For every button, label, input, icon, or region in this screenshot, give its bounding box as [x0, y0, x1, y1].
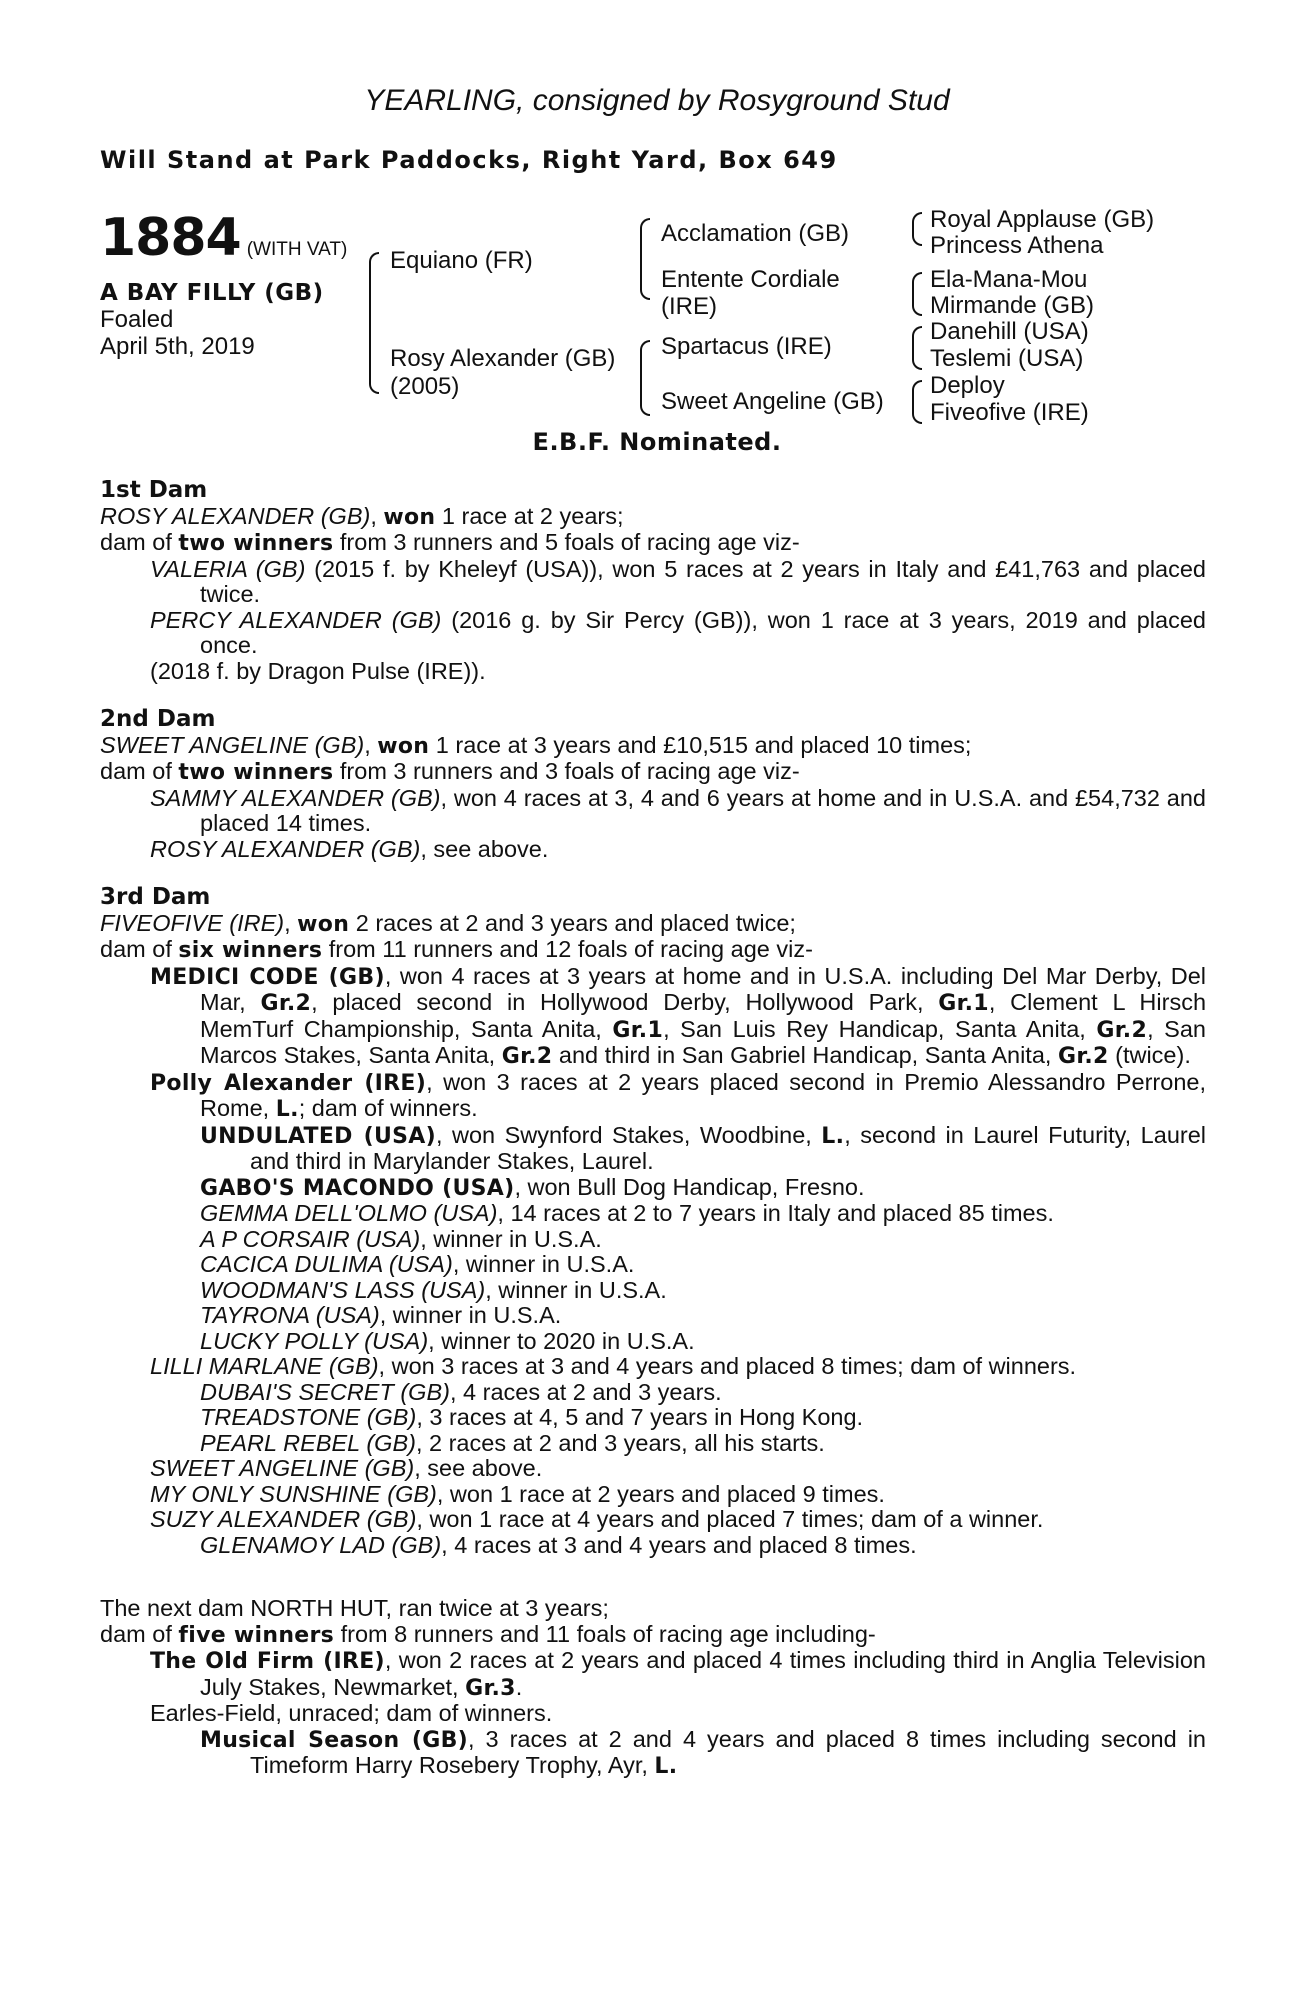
ebf-nomination: E.B.F. Nominated. [532, 428, 782, 456]
produce-entry: TAYRONA (USA), winner in U.S.A. [200, 1302, 562, 1328]
pedigree-brace [912, 272, 922, 316]
pedigree-brace [640, 340, 650, 416]
lot-number: 1884 [100, 208, 241, 268]
pedigree-brace [912, 212, 922, 246]
page-title: YEARLING, consigned by Rosyground Stud [364, 84, 950, 117]
produce-entry: PERCY ALEXANDER (GB) (2016 g. by Sir Percy (GB)), won 1 race at 3 years, 2019 and placed once. [150, 606, 1206, 658]
produce-entry: SAMMY ALEXANDER (GB), won 4 races at 3, 4 and 6 years at home and in U.S.A. and £54,732 and placed 14 times. [150, 784, 1206, 836]
produce-entry: Earles-Field, unraced; dam of winners. [150, 1700, 553, 1726]
next-dam-section [100, 1596, 1206, 1780]
sire: Equiano (FR) [390, 247, 533, 274]
dam-record: FIVEOFIVE (IRE), won 2 races at 2 and 3 years and placed twice; [100, 909, 796, 937]
dam-dam: Sweet Angeline (GB) [661, 388, 884, 415]
produce-entry: MY ONLY SUNSHINE (GB), won 1 race at 2 years and placed 9 times. [150, 1480, 885, 1507]
produce-entry: Polly Alexander (IRE), won 3 races at 2 years placed second in Premio Alessandro Perrone, Rome, L.; dam of winners. [150, 1068, 1206, 1122]
sire-sire-dam: Princess Athena [930, 232, 1104, 259]
produce-entry: GABO'S MACONDO (USA), won Bull Dog Handicap, Fresno. [200, 1173, 865, 1201]
produce-entry: DUBAI'S SECRET (GB), 4 races at 2 and 3 years. [200, 1378, 722, 1405]
lot-number-block [100, 208, 347, 268]
produce-entry: UNDULATED (USA), won Swynford Stakes, Woodbine, L., second in Laurel Futurity, Laurel and third in Marylander Stakes, Laurel. [200, 1121, 1206, 1174]
sire-sire-sire: Royal Applause (GB) [930, 206, 1155, 233]
produce-entry: A P CORSAIR (USA), winner in U.S.A. [200, 1225, 602, 1252]
stand-location: Will Stand at Park Paddocks, Right Yard, Box 649 [100, 146, 838, 174]
sire-dam-country: (IRE) [661, 293, 717, 320]
second-dam-section [100, 707, 1206, 862]
produce-summary: dam of two winners from 3 runners and 3 foals of racing age viz- [100, 758, 800, 785]
dam-sire: Spartacus (IRE) [661, 333, 832, 360]
produce-entry: SWEET ANGELINE (GB), see above. [150, 1455, 543, 1481]
foaled-date: April 5th, 2019 [100, 333, 255, 360]
produce-entry: SUZY ALEXANDER (GB), won 1 race at 4 years and placed 7 times; dam of a winner. [150, 1506, 1044, 1532]
dam-record: SWEET ANGELINE (GB), won 1 race at 3 years and £10,515 and placed 10 times; [100, 731, 972, 759]
produce-entry: WOODMAN'S LASS (USA), winner in U.S.A. [200, 1276, 667, 1303]
dam-sire-dam: Teslemi (USA) [930, 345, 1084, 372]
pedigree-brace [369, 252, 379, 394]
dam-dam-sire: Deploy [930, 372, 1005, 399]
dam-sire-sire: Danehill (USA) [930, 318, 1089, 345]
dam-year: (2005) [390, 373, 460, 400]
lot-description: A BAY FILLY (GB) [100, 280, 324, 306]
dam-record: ROSY ALEXANDER (GB), won 1 race at 2 years; [100, 502, 624, 530]
section-heading: 1st Dam [100, 477, 208, 503]
section-heading: 2nd Dam [100, 706, 216, 732]
produce-entry: MEDICI CODE (GB), won 4 races at 3 years at home and in U.S.A. including Del Mar Derby, Del Mar, Gr.2, placed second in Hollywood Derby, Hollywood Park, Gr.1, Clement L Hirsch MemTurf Championship, Santa Anita, Gr.1, San Luis Rey Handicap, Santa Anita, Gr.2, San Marcos Stakes, Santa Anita, Gr.2 and third in San Gabriel Handicap, Santa Anita, Gr.2 (twice). [150, 962, 1207, 1069]
third-dam-section [100, 885, 1206, 1558]
vat-note: (WITH VAT) [246, 239, 348, 260]
produce-summary: dam of two winners from 3 runners and 5 foals of racing age viz- [100, 529, 800, 556]
pedigree-brace [640, 218, 650, 300]
first-dam-section [100, 478, 1206, 684]
produce-entry: CACICA DULIMA (USA), winner in U.S.A. [200, 1251, 635, 1277]
produce-summary: dam of five winners from 8 runners and 11 foals of racing age including- [100, 1620, 876, 1648]
produce-entry: PEARL REBEL (GB), 2 races at 2 and 3 years, all his starts. [200, 1429, 825, 1456]
produce-entry: LILLI MARLANE (GB), won 3 races at 3 and 4 years and placed 8 times; dam of winners. [150, 1353, 1077, 1379]
sire-dam: Entente Cordiale [661, 266, 840, 293]
dam-record: The next dam NORTH HUT, ran twice at 3 years; [100, 1595, 609, 1621]
sire-dam-dam: Mirmande (GB) [930, 292, 1095, 319]
sire-sire: Acclamation (GB) [661, 220, 850, 247]
produce-entry: VALERIA (GB) (2015 f. by Kheleyf (USA)), won 5 races at 2 years in Italy and £41,763 and placed twice. [150, 555, 1206, 607]
dam: Rosy Alexander (GB) [390, 345, 616, 372]
produce-summary: dam of six winners from 11 runners and 12 foals of racing age viz- [100, 936, 813, 963]
section-heading: 3rd Dam [100, 884, 211, 910]
dam-dam-dam: Fiveofive (IRE) [930, 399, 1089, 426]
produce-entry: ROSY ALEXANDER (GB), see above. [150, 835, 549, 862]
sire-dam-sire: Ela-Mana-Mou [930, 266, 1088, 293]
produce-entry: TREADSTONE (GB), 3 races at 4, 5 and 7 years in Hong Kong. [200, 1404, 864, 1430]
produce-entry: (2018 f. by Dragon Pulse (IRE)). [150, 657, 486, 684]
produce-entry: The Old Firm (IRE), won 2 races at 2 years and placed 4 times including third in Anglia Television July Stakes, Newmarket, Gr.3. [150, 1647, 1206, 1701]
foaled-label: Foaled [100, 306, 174, 333]
pedigree-brace [912, 380, 922, 424]
pedigree-brace [912, 326, 922, 370]
produce-entry: GEMMA DELL'OLMO (USA), 14 races at 2 to 7 years in Italy and placed 85 times. [200, 1200, 1054, 1226]
produce-entry: GLENAMOY LAD (GB), 4 races at 3 and 4 years and placed 8 times. [200, 1531, 917, 1558]
produce-entry: Musical Season (GB), 3 races at 2 and 4 years and placed 8 times including second in Timeform Harry Rosebery Trophy, Ayr, L. [200, 1725, 1206, 1779]
produce-entry: LUCKY POLLY (USA), winner to 2020 in U.S.A. [200, 1327, 695, 1354]
